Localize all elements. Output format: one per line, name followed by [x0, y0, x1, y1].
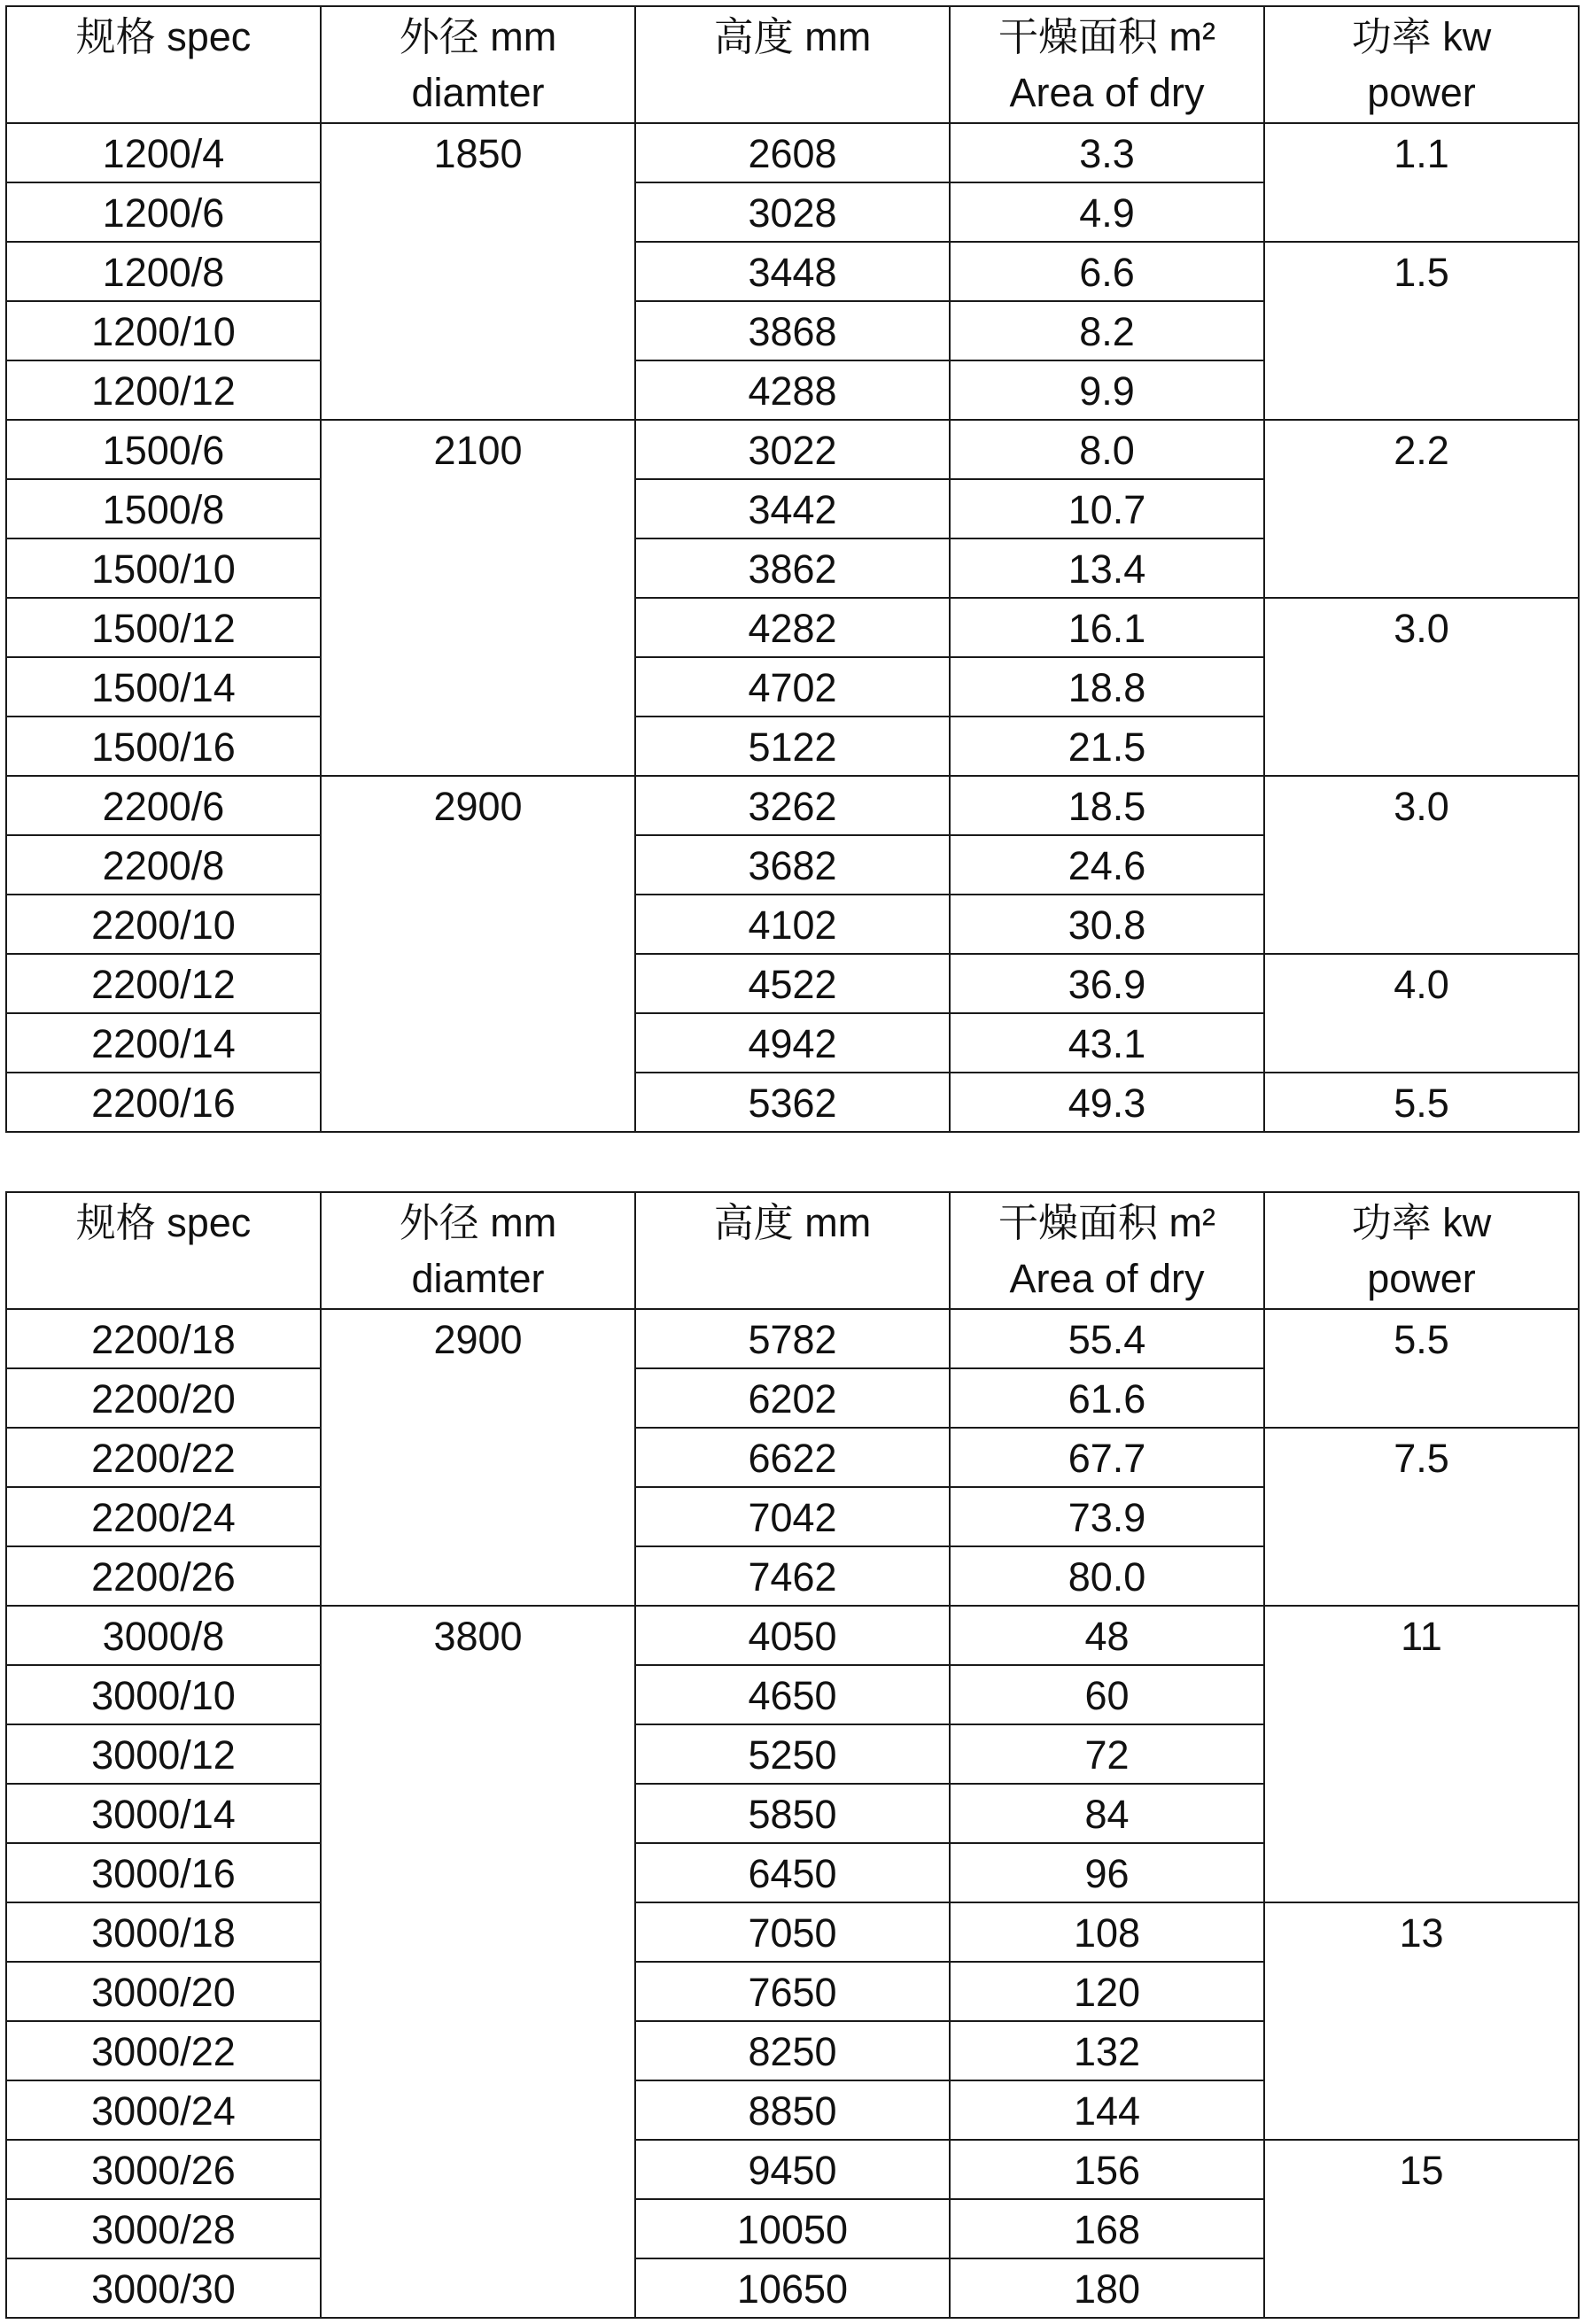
- cell-height: 5122: [635, 717, 950, 776]
- table-body: [6, 123, 1579, 1132]
- cell-dry-area: 80.0: [950, 1546, 1264, 1606]
- cell-diameter: 2900: [321, 1309, 635, 1606]
- cell-spec: 2200/16: [6, 1073, 321, 1132]
- cell-spec: 2200/24: [6, 1487, 321, 1546]
- cell-dry-area: 30.8: [950, 895, 1264, 954]
- table-row: [6, 420, 1579, 479]
- cell-power: 1.5: [1264, 242, 1579, 420]
- cell-height: 5782: [635, 1309, 950, 1368]
- cell-dry-area: 84: [950, 1784, 1264, 1843]
- cell-spec: 3000/22: [6, 2021, 321, 2080]
- cell-dry-area: 180: [950, 2258, 1264, 2318]
- cell-height: 6450: [635, 1843, 950, 1902]
- cell-dry-area: 61.6: [950, 1368, 1264, 1428]
- cell-spec: 3000/30: [6, 2258, 321, 2318]
- cell-dry-area: 49.3: [950, 1073, 1264, 1132]
- cell-height: 5250: [635, 1724, 950, 1784]
- cell-spec: 3000/10: [6, 1665, 321, 1724]
- cell-height: 10050: [635, 2199, 950, 2258]
- cell-spec: 2200/14: [6, 1013, 321, 1073]
- cell-spec: 3000/12: [6, 1724, 321, 1784]
- cell-dry-area: 13.4: [950, 538, 1264, 598]
- cell-spec: 1500/16: [6, 717, 321, 776]
- cell-height: 7650: [635, 1962, 950, 2021]
- cell-spec: 1500/12: [6, 598, 321, 657]
- table-row: [6, 776, 1579, 835]
- cell-height: 3022: [635, 420, 950, 479]
- cell-height: 3442: [635, 479, 950, 538]
- cell-dry-area: 10.7: [950, 479, 1264, 538]
- cell-spec: 3000/8: [6, 1606, 321, 1665]
- header-power: 功率 kw power: [1264, 1192, 1579, 1309]
- cell-spec: 2200/8: [6, 835, 321, 895]
- cell-dry-area: 6.6: [950, 242, 1264, 301]
- cell-dry-area: 156: [950, 2140, 1264, 2199]
- cell-height: 6622: [635, 1428, 950, 1487]
- header-spec: 规格 spec: [6, 6, 321, 123]
- cell-dry-area: 8.2: [950, 301, 1264, 360]
- cell-height: 4650: [635, 1665, 950, 1724]
- cell-height: 4102: [635, 895, 950, 954]
- spec-table-2: [5, 1191, 1580, 2319]
- cell-dry-area: 43.1: [950, 1013, 1264, 1073]
- cell-height: 5850: [635, 1784, 950, 1843]
- cell-power: 2.2: [1264, 420, 1579, 598]
- cell-height: 2608: [635, 123, 950, 182]
- cell-height: 10650: [635, 2258, 950, 2318]
- spec-table-1: [5, 5, 1580, 1133]
- table-row: [6, 2140, 1579, 2199]
- cell-dry-area: 168: [950, 2199, 1264, 2258]
- table-row: [6, 1309, 1579, 1368]
- cell-power: 11: [1264, 1606, 1579, 1902]
- cell-dry-area: 21.5: [950, 717, 1264, 776]
- table-row: [6, 123, 1579, 182]
- cell-dry-area: 18.5: [950, 776, 1264, 835]
- cell-height: 7050: [635, 1902, 950, 1962]
- header-diameter: 外径 mm diamter: [321, 1192, 635, 1309]
- cell-height: 5362: [635, 1073, 950, 1132]
- cell-dry-area: 48: [950, 1606, 1264, 1665]
- cell-dry-area: 9.9: [950, 360, 1264, 420]
- cell-dry-area: 67.7: [950, 1428, 1264, 1487]
- cell-height: 7462: [635, 1546, 950, 1606]
- cell-spec: 3000/28: [6, 2199, 321, 2258]
- cell-power: 4.0: [1264, 954, 1579, 1073]
- cell-dry-area: 73.9: [950, 1487, 1264, 1546]
- header-spec: 规格 spec: [6, 1192, 321, 1309]
- cell-height: 8250: [635, 2021, 950, 2080]
- cell-power: 5.5: [1264, 1309, 1579, 1428]
- table-body: [6, 1309, 1579, 2318]
- table-row: [6, 1606, 1579, 1665]
- cell-spec: 1200/4: [6, 123, 321, 182]
- table-row: [6, 1902, 1579, 1962]
- cell-height: 9450: [635, 2140, 950, 2199]
- cell-dry-area: 60: [950, 1665, 1264, 1724]
- cell-spec: 1500/14: [6, 657, 321, 717]
- cell-height: 3262: [635, 776, 950, 835]
- header-diameter: 外径 mm diamter: [321, 6, 635, 123]
- cell-dry-area: 55.4: [950, 1309, 1264, 1368]
- cell-dry-area: 108: [950, 1902, 1264, 1962]
- cell-spec: 3000/26: [6, 2140, 321, 2199]
- cell-spec: 3000/24: [6, 2080, 321, 2140]
- header-height: 高度 mm: [635, 6, 950, 123]
- cell-spec: 2200/20: [6, 1368, 321, 1428]
- cell-spec: 2200/22: [6, 1428, 321, 1487]
- table-row: [6, 1073, 1579, 1132]
- cell-height: 8850: [635, 2080, 950, 2140]
- cell-height: 3862: [635, 538, 950, 598]
- cell-height: 4522: [635, 954, 950, 1013]
- header-dry-area: 干燥面积 m² Area of dry: [950, 1192, 1264, 1309]
- table-row: [6, 242, 1579, 301]
- cell-height: 3028: [635, 182, 950, 242]
- cell-height: 4288: [635, 360, 950, 420]
- cell-dry-area: 3.3: [950, 123, 1264, 182]
- cell-power: 1.1: [1264, 123, 1579, 242]
- cell-spec: 1200/12: [6, 360, 321, 420]
- cell-spec: 3000/16: [6, 1843, 321, 1902]
- cell-spec: 1500/6: [6, 420, 321, 479]
- cell-spec: 3000/20: [6, 1962, 321, 2021]
- cell-dry-area: 8.0: [950, 420, 1264, 479]
- cell-spec: 2200/26: [6, 1546, 321, 1606]
- cell-height: 4702: [635, 657, 950, 717]
- cell-power: 3.0: [1264, 598, 1579, 776]
- cell-power: 13: [1264, 1902, 1579, 2140]
- cell-dry-area: 132: [950, 2021, 1264, 2080]
- cell-spec: 3000/14: [6, 1784, 321, 1843]
- header-height: 高度 mm: [635, 1192, 950, 1309]
- header-row: [6, 6, 1579, 123]
- table-row: [6, 598, 1579, 657]
- cell-dry-area: 24.6: [950, 835, 1264, 895]
- cell-dry-area: 16.1: [950, 598, 1264, 657]
- cell-spec: 2200/6: [6, 776, 321, 835]
- cell-height: 4282: [635, 598, 950, 657]
- cell-height: 3682: [635, 835, 950, 895]
- cell-spec: 1500/8: [6, 479, 321, 538]
- cell-height: 3448: [635, 242, 950, 301]
- cell-spec: 1200/10: [6, 301, 321, 360]
- cell-dry-area: 96: [950, 1843, 1264, 1902]
- cell-spec: 3000/18: [6, 1902, 321, 1962]
- cell-diameter: 2900: [321, 776, 635, 1132]
- cell-spec: 2200/12: [6, 954, 321, 1013]
- header-row: [6, 1192, 1579, 1309]
- table-row: [6, 954, 1579, 1013]
- cell-spec: 1200/6: [6, 182, 321, 242]
- cell-spec: 1500/10: [6, 538, 321, 598]
- cell-diameter: 2100: [321, 420, 635, 776]
- cell-dry-area: 120: [950, 1962, 1264, 2021]
- cell-spec: 2200/18: [6, 1309, 321, 1368]
- cell-diameter: 3800: [321, 1606, 635, 2318]
- cell-dry-area: 144: [950, 2080, 1264, 2140]
- cell-height: 6202: [635, 1368, 950, 1428]
- table-row: [6, 1428, 1579, 1487]
- cell-dry-area: 4.9: [950, 182, 1264, 242]
- cell-power: 5.5: [1264, 1073, 1579, 1132]
- cell-power: 3.0: [1264, 776, 1579, 954]
- cell-height: 7042: [635, 1487, 950, 1546]
- header-dry-area: 干燥面积 m² Area of dry: [950, 6, 1264, 123]
- cell-height: 3868: [635, 301, 950, 360]
- cell-diameter: 1850: [321, 123, 635, 420]
- cell-spec: 2200/10: [6, 895, 321, 954]
- cell-height: 4050: [635, 1606, 950, 1665]
- cell-dry-area: 36.9: [950, 954, 1264, 1013]
- cell-spec: 1200/8: [6, 242, 321, 301]
- cell-power: 7.5: [1264, 1428, 1579, 1606]
- cell-dry-area: 18.8: [950, 657, 1264, 717]
- cell-height: 4942: [635, 1013, 950, 1073]
- header-power: 功率 kw power: [1264, 6, 1579, 123]
- cell-dry-area: 72: [950, 1724, 1264, 1784]
- cell-power: 15: [1264, 2140, 1579, 2318]
